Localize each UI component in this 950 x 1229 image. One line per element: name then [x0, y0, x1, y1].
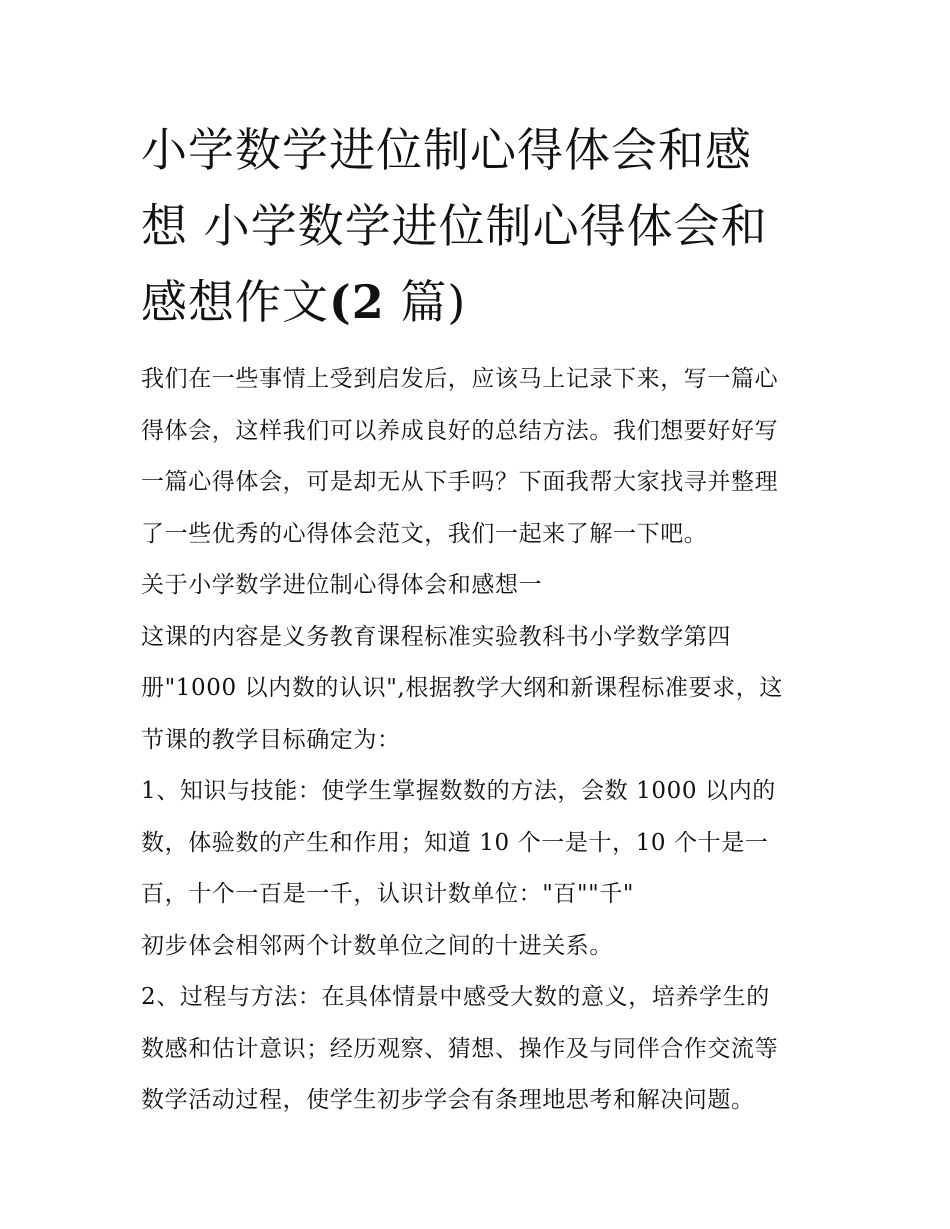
body-line: 节课的教学目标确定为：: [141, 726, 401, 753]
body-line: 2、过程与方法：在具体情景中感受大数的意义，培养学生的: [141, 984, 770, 1010]
title-line-3: [141, 264, 821, 340]
title-line-3-prefix: 感想作文: [141, 275, 329, 329]
body-line: 我们在一些事情上受到启发后，应该马上记录下来，写一篇心: [141, 366, 779, 392]
title-line-1: 小学数学进位制心得体会和感: [141, 123, 752, 177]
document-title: [141, 112, 821, 340]
body-line: 百，十个一百是一千，认识计数单位："百""千": [141, 881, 635, 907]
section-heading: 关于小学数学进位制心得体会和感想一: [141, 572, 543, 598]
body-line: 得体会，这样我们可以养成良好的总结方法。我们想要好好写: [141, 417, 779, 444]
body-line: 了一些优秀的心得体会范文，我们一起来了解一下吧。: [141, 520, 708, 547]
body-line: 1、知识与技能：使学生掌握数数的方法，会数 1000 以内的: [141, 778, 776, 804]
title-line-2: 想 小学数学进位制心得体会和: [141, 199, 768, 253]
body-line: 初步体会相邻两个计数单位之间的十进关系。: [141, 932, 613, 959]
title-line-3-emph: (2: [329, 275, 385, 329]
body-line: 数感和估计意识；经历观察、猜想、操作及与同伴合作交流等: [141, 1035, 779, 1062]
document-body: [141, 354, 821, 1127]
title-line-3-suffix: 篇): [384, 275, 467, 329]
body-line: 这课的内容是义务教育课程标准实验教科书小学数学第四: [141, 623, 731, 650]
body-line: 一篇心得体会，可是却无从下手吗？下面我帮大家找寻并整理: [141, 469, 779, 495]
body-line: 数学活动过程，使学生初步学会有条理地思考和解决问题。: [141, 1087, 755, 1113]
body-line: 册"1000 以内数的认识",根据教学大纲和新课程标准要求，这: [141, 675, 783, 701]
document-page: [141, 112, 821, 1127]
body-line: 数，体验数的产生和作用；知道 10 个一是十，10 个十是一: [141, 829, 769, 856]
